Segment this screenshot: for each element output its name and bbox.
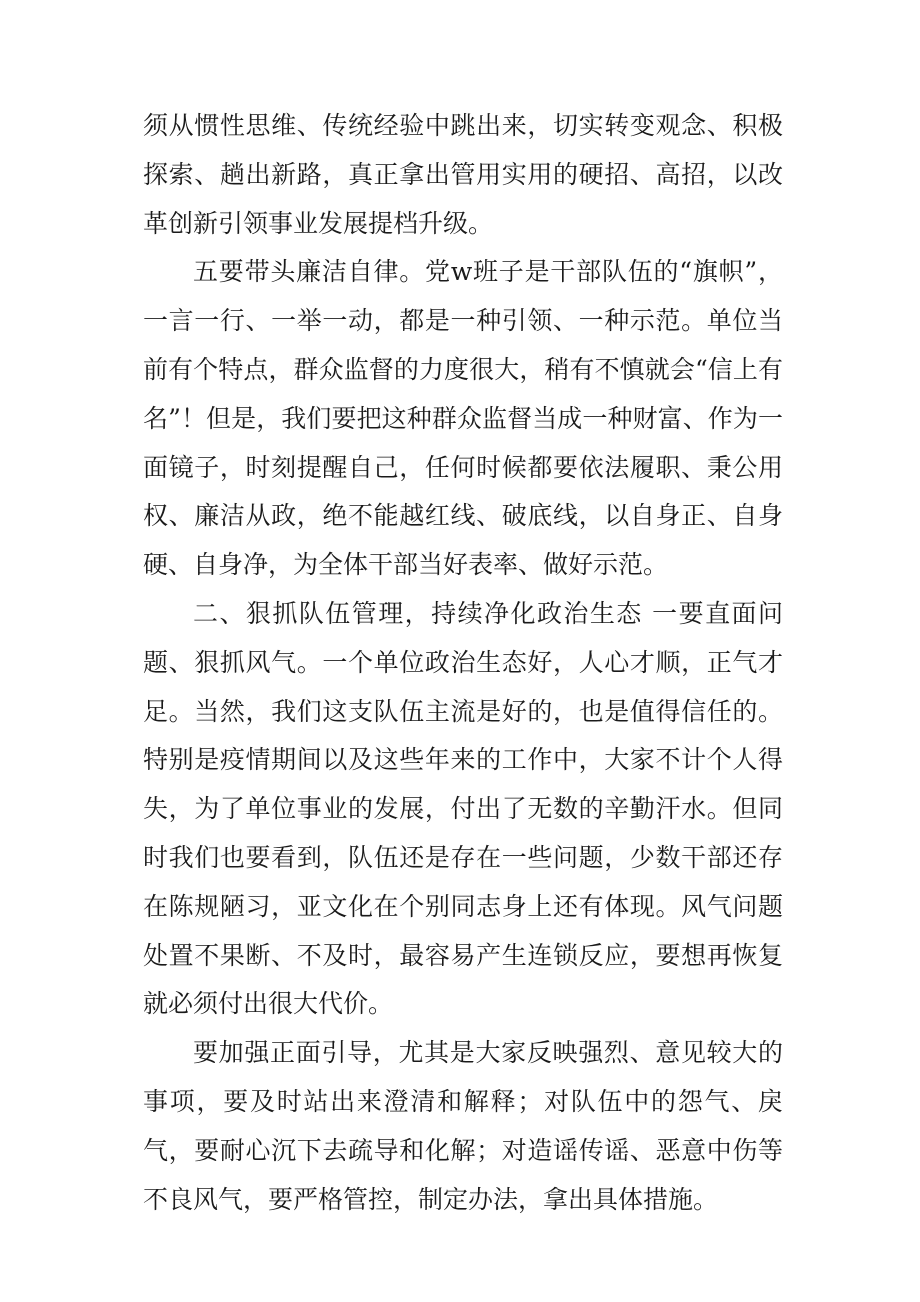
paragraph-continuation: 须从惯性思维、传统经验中跳出来，切实转变观念、积极探索、趟出新路，真正拿出管用实用的硬招、高招，以改革创新引领事业发展提档升级。 — [143, 111, 783, 238]
document-body — [143, 102, 783, 1224]
paragraph-team-management: 二、狠抓队伍管理，持续净化政治生态 一要直面问题、狠抓风气。一个单位政治生态好，人心才顺，正气才足。当然，我们这支队伍主流是好的，也是值得信任的。特别是疫情期间以及这些年来的工作中，大家不计个人得失，为了单位事业的发展，付出了无数的辛勤汗水。但同时我们也要看到，队伍还是存在一些问题，少数干部还存在陈规陋习，亚文化在个别同志身上还有体现。风气问题处置不果断、不及时，最容易产生连锁反应，要想再恢复就必须付出很大代价。 — [143, 598, 783, 1019]
paragraph-integrity: 五要带头廉洁自律。党w班子是干部队伍的“旗帜”，一言一行、一举一动，都是一种引领、一种示范。单位当前有个特点，群众监督的力度很大，稍有不慎就会“信上有名”！但是，我们要把这种群众监督当成一种财富、作为一面镜子，时刻提醒自己，任何时候都要依法履职、秉公用权、廉洁从政，绝不能越红线、破底线，以自身正、自身硬、自身净，为全体干部当好表率、做好示范。 — [143, 257, 783, 580]
paragraph-positive-guidance: 要加强正面引导，尤其是大家反映强烈、意见较大的事项，要及时站出来澄清和解释；对队伍中的怨气、戾气，要耐心沉下去疏导和化解；对造谣传谣、恶意中伤等不良风气，要严格管控，制定办法，拿出具体措施。 — [143, 1038, 783, 1214]
